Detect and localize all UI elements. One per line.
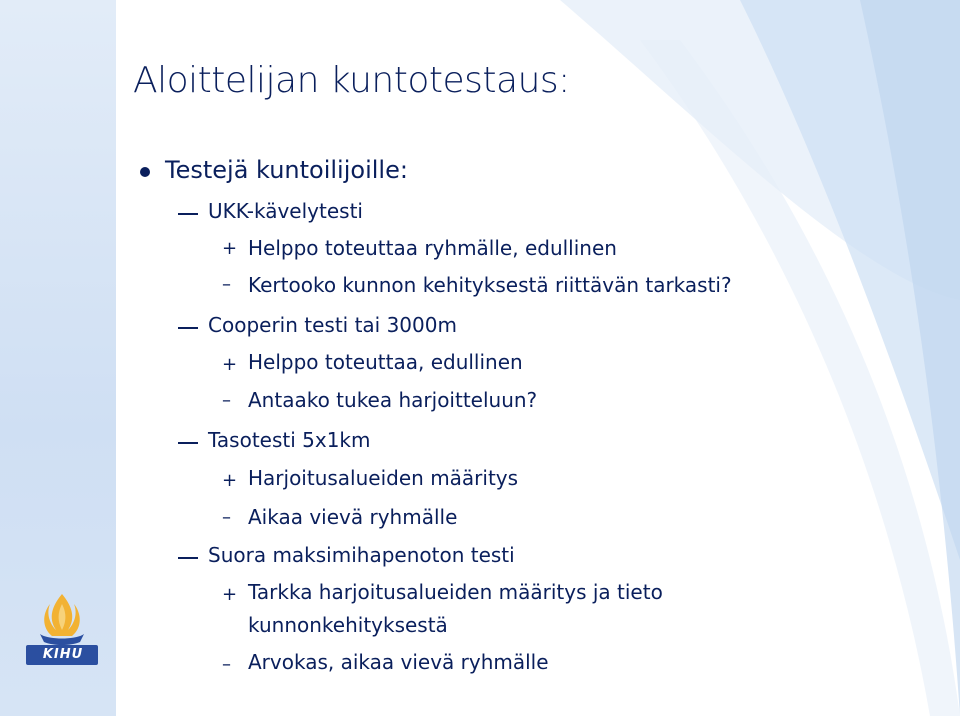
dash-marker — [178, 442, 198, 444]
plus-sign: + — [222, 470, 238, 491]
bullet-dot — [140, 167, 150, 177]
test-name: Cooperin testi tai 3000m — [208, 313, 457, 337]
logo-text: KIHU — [42, 647, 84, 662]
minus-sign: – — [222, 274, 231, 295]
minus-sign: – — [222, 507, 231, 528]
test-point: Antaako tukea harjoitteluun? — [248, 388, 538, 412]
minus-sign: – — [222, 654, 231, 675]
plus-sign: + — [222, 584, 238, 605]
test-point: Aikaa vievä ryhmälle — [248, 505, 458, 529]
test-name: UKK-kävelytesti — [208, 199, 363, 223]
dash-marker — [178, 327, 198, 329]
test-point: Helppo toteuttaa, edullinen — [248, 350, 523, 374]
test-point-continued: kunnonkehityksestä — [248, 613, 448, 637]
plus-sign: + — [222, 354, 238, 375]
test-point: Kertooko kunnon kehityksestä riittävän tarkasti? — [248, 273, 732, 297]
test-point: Harjoitusalueiden määritys — [248, 466, 519, 490]
minus-sign: – — [222, 390, 231, 411]
test-name: Tasotesti 5x1km — [208, 428, 371, 452]
test-point: Tarkka harjoitusalueiden määritys ja tieto — [248, 580, 663, 604]
plus-sign: + — [222, 238, 238, 259]
test-name: Suora maksimihapenoton testi — [208, 543, 515, 567]
dash-marker — [178, 213, 198, 215]
page-title: Aloittelijan kuntotestaus: — [133, 60, 570, 101]
flame-logo-icon — [22, 590, 102, 675]
dash-marker — [178, 557, 198, 559]
section-heading: Testejä kuntoilijoille: — [165, 156, 408, 184]
test-point: Helppo toteuttaa ryhmälle, edullinen — [248, 236, 617, 260]
test-point: Arvokas, aikaa vievä ryhmälle — [248, 650, 549, 674]
